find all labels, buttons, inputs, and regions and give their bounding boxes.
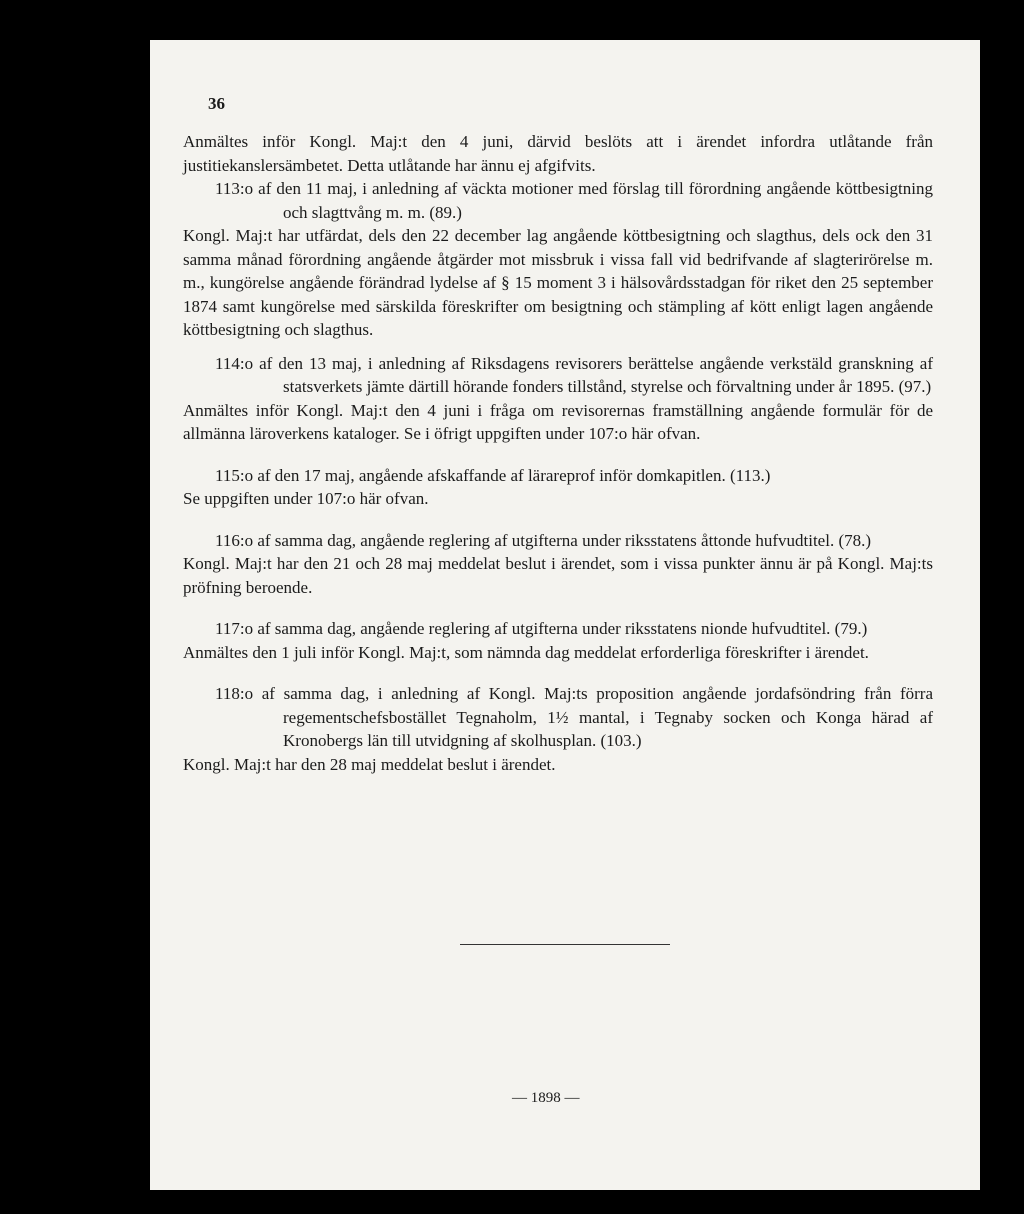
document-page — [150, 40, 980, 1190]
item-118: 118:o af samma dag, i anledning af Kongl. Maj:ts proposition angående jordafsöndring från förra regementschefsbostället Tegnaholm, 1½ mantal, i Tegnaby socken och Konga härad af Kronobergs län till utvidgning af skolhusplan. (103.) — [215, 684, 933, 750]
paragraph-anmaltes-117: Anmältes den 1 juli inför Kongl. Maj:t, som nämnda dag meddelat erforderliga föreskrifter i ärendet. — [183, 642, 869, 662]
paragraph-se-uppgiften: Se uppgiften under 107:o här ofvan. — [183, 489, 429, 508]
paragraph-anmaltes-114: Anmältes inför Kongl. Maj:t den 4 juni i fråga om revisorernas framställning angående formulär för de allmänna läroverkens kataloger. Se i öfrigt uppgiften under 107:o här ofvan. — [183, 400, 933, 443]
item-115: 115:o af den 17 maj, angående afskaffande af lärareprof inför domkapitlen. (113.) — [215, 465, 771, 485]
item-117: 117:o af samma dag, angående reglering af utgifterna under riksstatens nionde hufvudtitel. (79.) — [215, 619, 868, 638]
item-116: 116:o af samma dag, angående reglering af utgifterna under riksstatens åttonde hufvudtitel. (78.) — [215, 530, 872, 550]
divider-rule — [460, 944, 670, 945]
paragraph-kongl-116: Kongl. Maj:t har den 21 och 28 maj meddelat beslut i ärendet, som i vissa punkter ännu är på Kongl. Maj:ts pröfning beroende. — [183, 554, 933, 597]
page-number: 36 — [208, 94, 225, 113]
footer-year: — 1898 — — [512, 1090, 580, 1106]
paragraph-kongl-118: Kongl. Maj:t har den 28 maj meddelat beslut i ärendet. — [183, 754, 556, 774]
body-text — [183, 130, 933, 776]
item-113: 113:o af den 11 maj, i anledning af väckta motioner med förslag till förordning angående köttbesigtning och slagttvång m. m. (89.) — [215, 179, 933, 222]
item-114: 114:o af den 13 maj, i anledning af Riksdagens revisorers berättelse angående verkstäld granskning af statsverkets jämte därtill hörande fonders tillstånd, styrelse och förvaltning under år 1895. (97.) — [215, 353, 933, 396]
paragraph-kongl-113: Kongl. Maj:t har utfärdat, dels den 22 december lag angående köttbesigtning och slagthus, dels ock den 31 samma månad förordning angående åtgärder mot missbruk i vissa fall vid bedrifvande af slagterirörelse m. m., kungörelse angående förändrad lydelse af § 15 moment 3 i hälsovårdsstadgan för riket den 25 september 1874 samt kungörelse med särskilda föreskrifter om besigtning och stämpling af kött enligt lagen angående köttbesigtning och slagthus. — [183, 226, 933, 339]
paragraph-anmaltes-113: Anmältes inför Kongl. Maj:t den 4 juni, därvid beslöts att i ärendet infordra utlåtande från justitiekanslersämbetet. Detta utlåtande har ännu ej afgifvits. — [183, 132, 933, 175]
